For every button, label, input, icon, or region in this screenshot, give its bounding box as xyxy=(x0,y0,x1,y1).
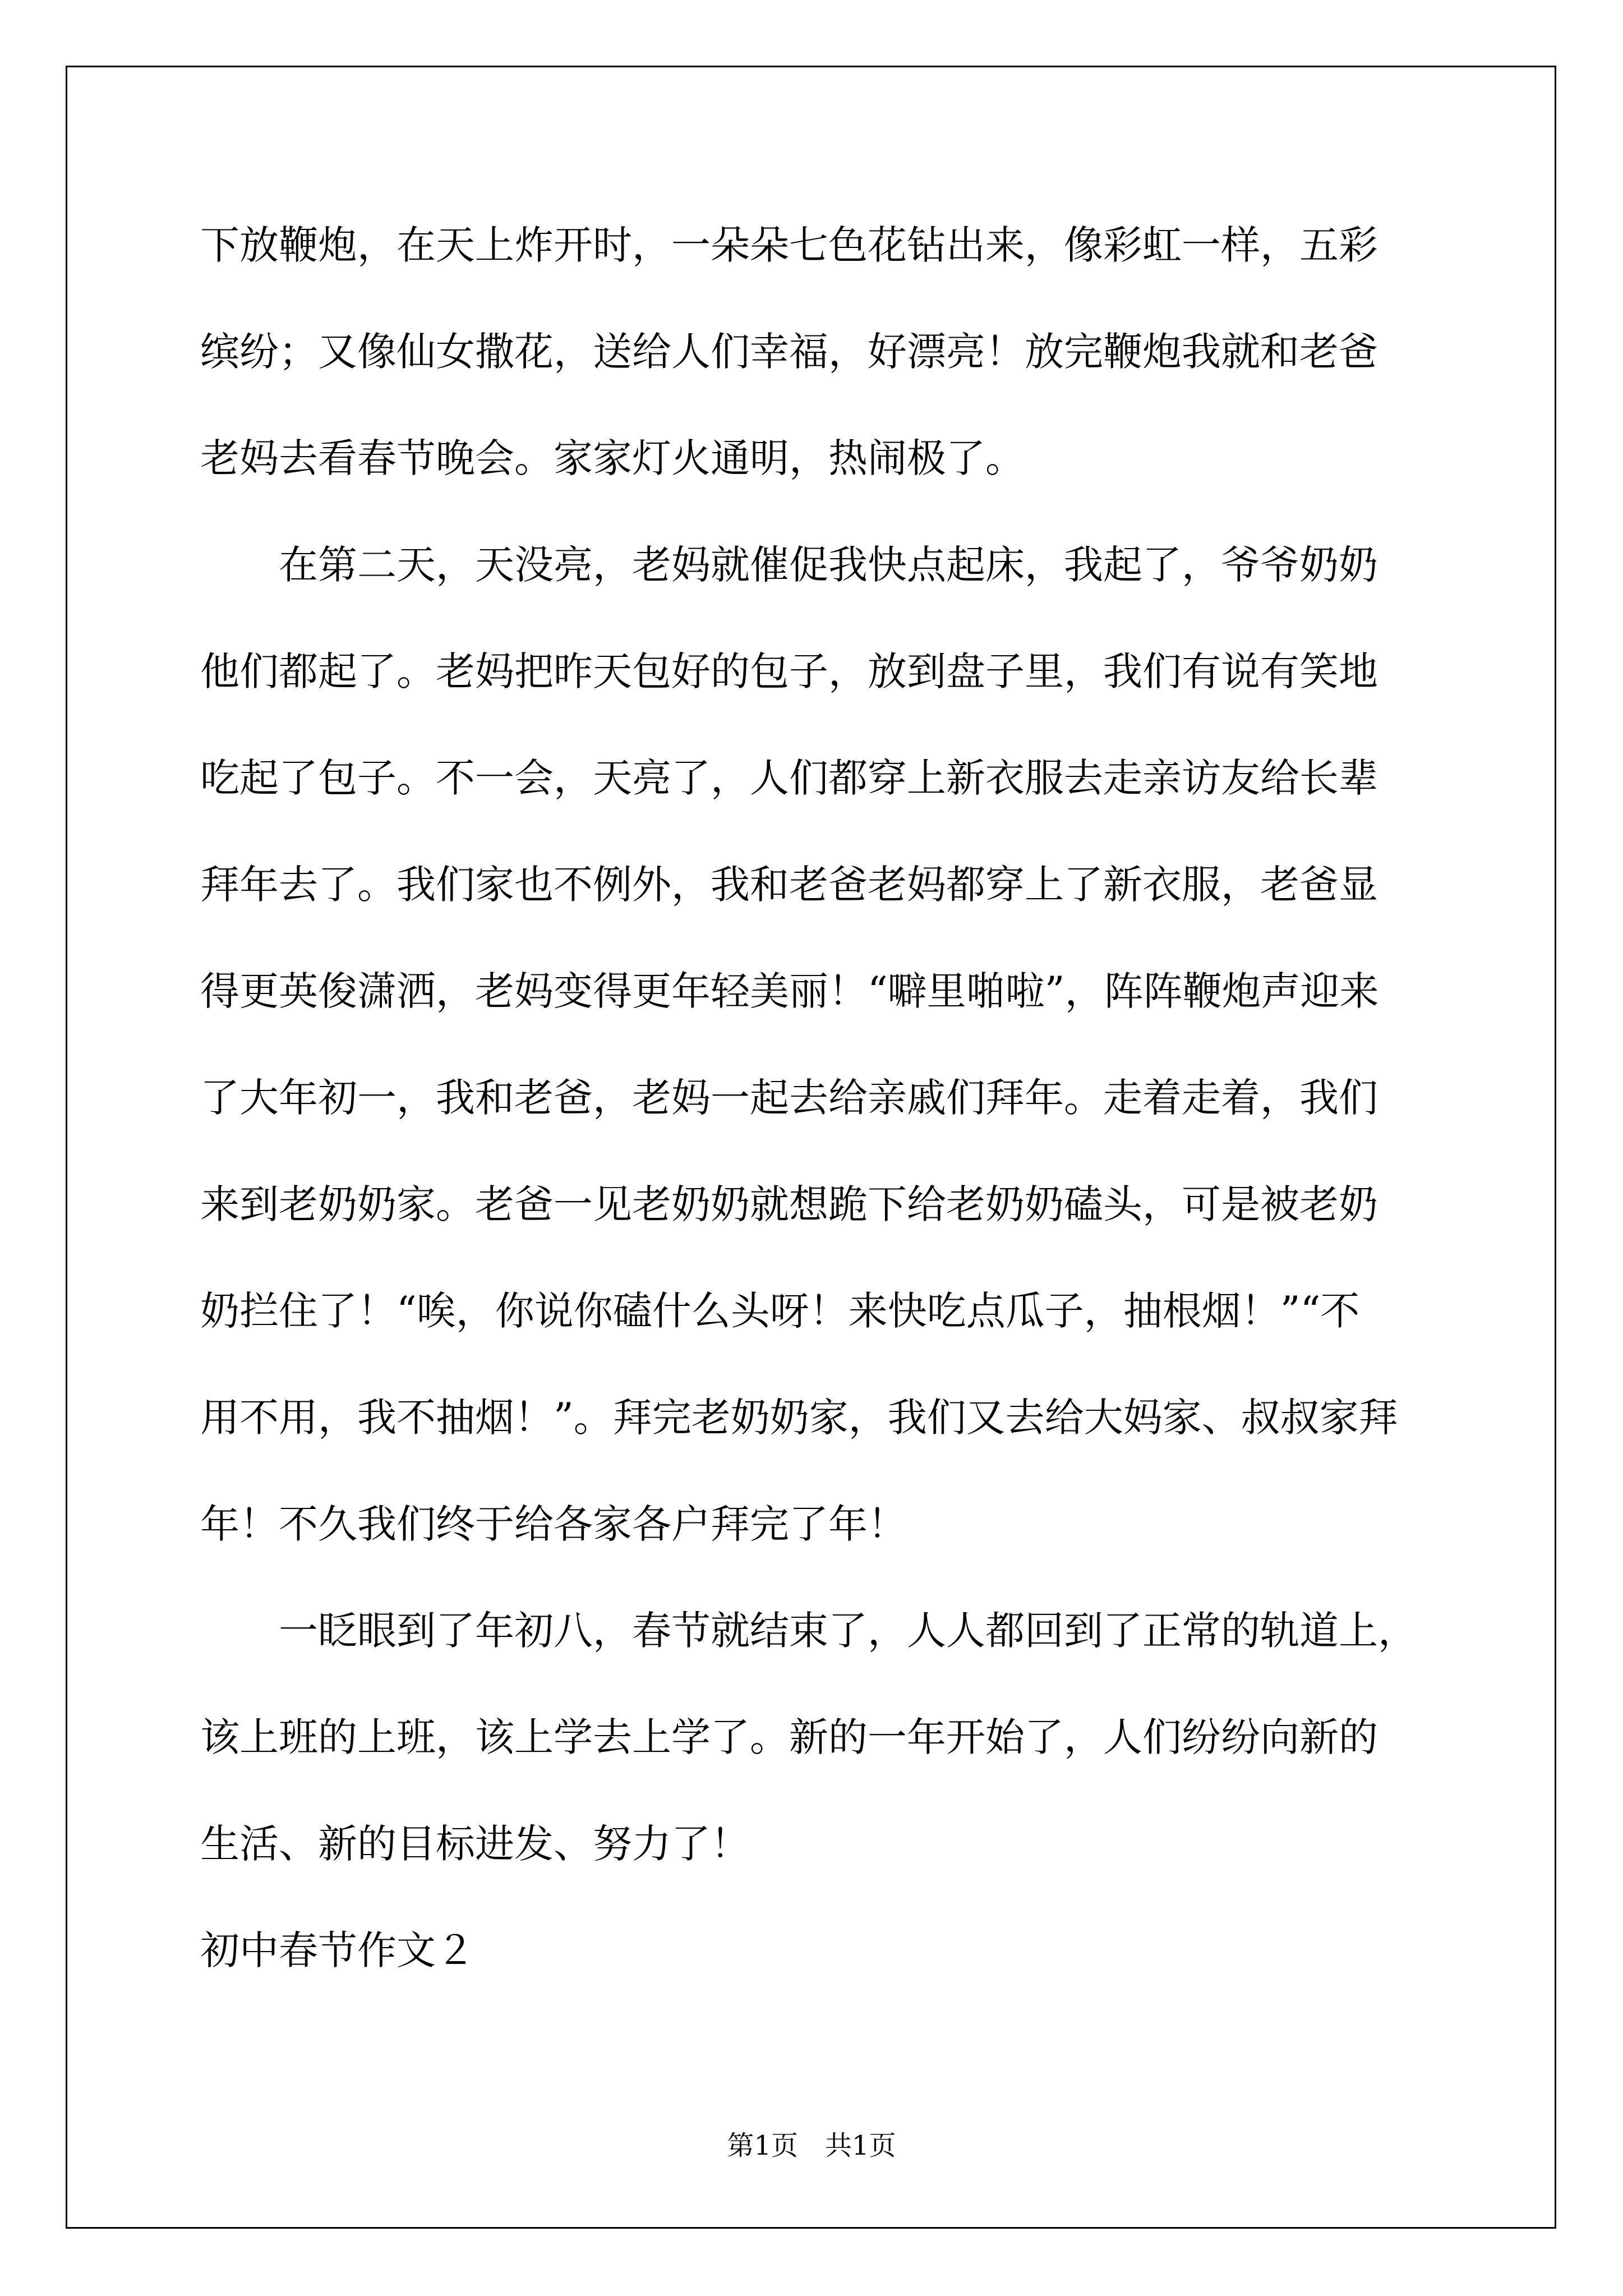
text-line-10: 来到老奶奶家。老爸一见老奶奶就想跪下给老奶奶磕头，可是被老奶 xyxy=(200,1181,1378,1227)
section-heading: 初中春节作文２ xyxy=(200,1927,475,1973)
text-line-4: 在第二天，天没亮，老妈就催促我快点起床，我起了，爷爷奶奶 xyxy=(200,542,1378,588)
text-line-5: 他们都起了。老妈把昨天包好的包子，放到盘子里，我们有说有笑地 xyxy=(200,648,1378,694)
text-line-15: 该上班的上班，该上学去上学了。新的一年开始了，人们纷纷向新的 xyxy=(200,1714,1378,1760)
text-line-11: 奶拦住了！“唉，你说你磕什么头呀！来快吃点瓜子，抽根烟！”“不 xyxy=(200,1288,1360,1334)
text-line-13: 年！不久我们终于给各家各户拜完了年！ xyxy=(200,1501,907,1547)
text-line-16: 生活、新的目标进发、努力了！ xyxy=(200,1821,750,1867)
text-line-14: 一眨眼到了年初八，春节就结束了，人人都回到了正常的轨道上， xyxy=(200,1608,1417,1654)
text-line-8: 得更英俊潇洒，老妈变得更年轻美丽！“噼里啪啦”，阵阵鞭炮声迎来 xyxy=(200,968,1379,1014)
text-line-7: 拜年去了。我们家也不例外，我和老爸老妈都穿上了新衣服，老爸显 xyxy=(200,862,1378,908)
page-footer: 第1页 共1页 xyxy=(727,2130,896,2161)
text-line-3: 老妈去看春节晚会。家家灯火通明，热闹极了。 xyxy=(200,435,1025,481)
text-line-1: 下放鞭炮，在天上炸开时，一朵朵七色花钻出来，像彩虹一样，五彩 xyxy=(200,222,1378,268)
text-line-9: 了大年初一，我和老爸，老妈一起去给亲戚们拜年。走着走着，我们 xyxy=(200,1075,1378,1121)
text-line-6: 吃起了包子。不一会，天亮了，人们都穿上新衣服去走亲访友给长辈 xyxy=(200,755,1378,801)
text-line-12: 用不用，我不抽烟！”。拜完老奶奶家，我们又去给大妈家、叔叔家拜 xyxy=(200,1395,1398,1441)
page-border xyxy=(66,66,1556,2229)
text-line-2: 缤纷；又像仙女撒花，送给人们幸福，好漂亮！放完鞭炮我就和老爸 xyxy=(200,329,1378,375)
